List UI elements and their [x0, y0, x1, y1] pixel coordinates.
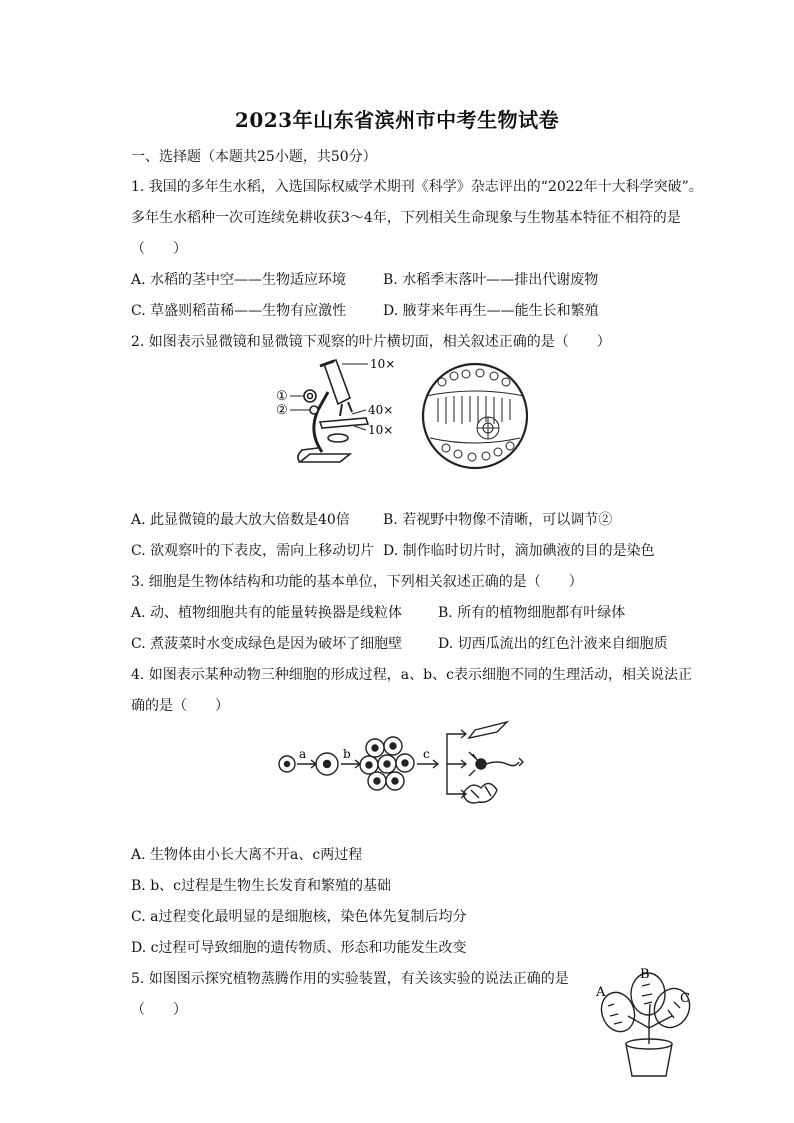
q1-stem-line-2: 多年生水稻种一次可连续免耕收获3～4年，下列相关生命现象与生物基本特征不相符的是: [131, 210, 681, 226]
q2-stem: 2. 如图表示显微镜和显微镜下观察的叶片横切面，相关叙述正确的是（ ）: [131, 334, 611, 350]
objective-10-label: 10×: [368, 423, 394, 437]
q3-stem: 3. 细胞是生物体结构和功能的基本单位，下列相关叙述正确的是（ ）: [131, 574, 583, 590]
process-b-label: b: [343, 747, 351, 761]
microscope-figure: [270, 352, 530, 472]
cell-process-drawing: [279, 722, 523, 803]
q4-stem-line-2: 确的是（ ）: [131, 698, 229, 714]
q1-option-d[interactable]: D. 腋芽来年再生——能生长和繁殖: [383, 303, 599, 319]
q1-stem-line-1: 1. 我国的多年生水稻，入选国际权威学术期刊《科学》杂志评出的“2022年十大科学突破”。: [131, 179, 703, 195]
q2-option-a[interactable]: A. 此显微镜的最大放大倍数是40倍: [131, 512, 350, 528]
q1-option-b[interactable]: B. 水稻季末落叶——排出代谢废物: [383, 272, 599, 288]
eyepiece-label: 10×: [370, 357, 396, 371]
label-1: ①: [276, 389, 288, 404]
bag-b-label: B: [640, 967, 650, 982]
q4-option-b[interactable]: B. b、c过程是生物生长发育和繁殖的基础: [131, 878, 391, 894]
q5-stem-line-1: 5. 如图图示探究植物蒸腾作用的实验装置，有关该实验的说法正确的是: [131, 971, 569, 987]
q3-option-b[interactable]: B. 所有的植物细胞都有叶绿体: [438, 605, 626, 621]
process-a-label: a: [299, 747, 307, 761]
objective-40-label: 40×: [368, 403, 394, 417]
leaf-cross-section-view: [423, 364, 527, 468]
q1-option-c[interactable]: C. 草盛则稻苗稀——生物有应激性: [131, 303, 347, 319]
q2-option-b[interactable]: B. 若视野中物像不清晰，可以调节②: [383, 512, 613, 528]
q3-option-c[interactable]: C. 煮菠菜时水变成绿色是因为破坏了细胞壁: [131, 636, 403, 652]
q1-answer-blank: （ ）: [131, 241, 187, 257]
q2-option-d[interactable]: D. 制作临时切片时，滴加碘液的目的是染色: [383, 543, 655, 559]
q5-answer-blank: （ ）: [131, 1002, 187, 1018]
plant-drawing: [596, 973, 696, 1076]
process-c-label: c: [423, 747, 430, 761]
label-2: ②: [276, 403, 288, 418]
q4-option-c[interactable]: C. a过程变化最明显的是细胞核，染色体先复制后均分: [131, 909, 467, 925]
transpiration-figure: [592, 964, 702, 1082]
q4-option-a[interactable]: A. 生物体由小长大离不开a、c两过程: [131, 847, 363, 863]
q2-option-c[interactable]: C. 欲观察叶的下表皮，需向上移动切片: [131, 543, 375, 559]
q3-option-d[interactable]: D. 切西瓜流出的红色汁液来自细胞质: [438, 636, 668, 652]
microscope-drawing: [298, 360, 368, 462]
q3-option-a[interactable]: A. 动、植物细胞共有的能量转换器是线粒体: [131, 605, 403, 621]
q4-option-d[interactable]: D. c过程可导致细胞的遗传物质、形态和功能发生改变: [131, 940, 467, 956]
page-title: 2023年山东省滨州市中考生物试卷: [234, 108, 560, 132]
section-heading: 一、选择题（本题共25小题，共50分）: [131, 149, 377, 165]
bag-c-label: C: [680, 991, 690, 1006]
cell-process-figure: [275, 718, 535, 810]
bag-a-label: A: [596, 985, 606, 1000]
q4-stem-line-1: 4. 如图表示某种动物三种细胞的形成过程，a、b、c表示细胞不同的生理活动，相关说法正: [131, 667, 692, 683]
q1-option-a[interactable]: A. 水稻的茎中空——生物适应环境: [131, 272, 347, 288]
